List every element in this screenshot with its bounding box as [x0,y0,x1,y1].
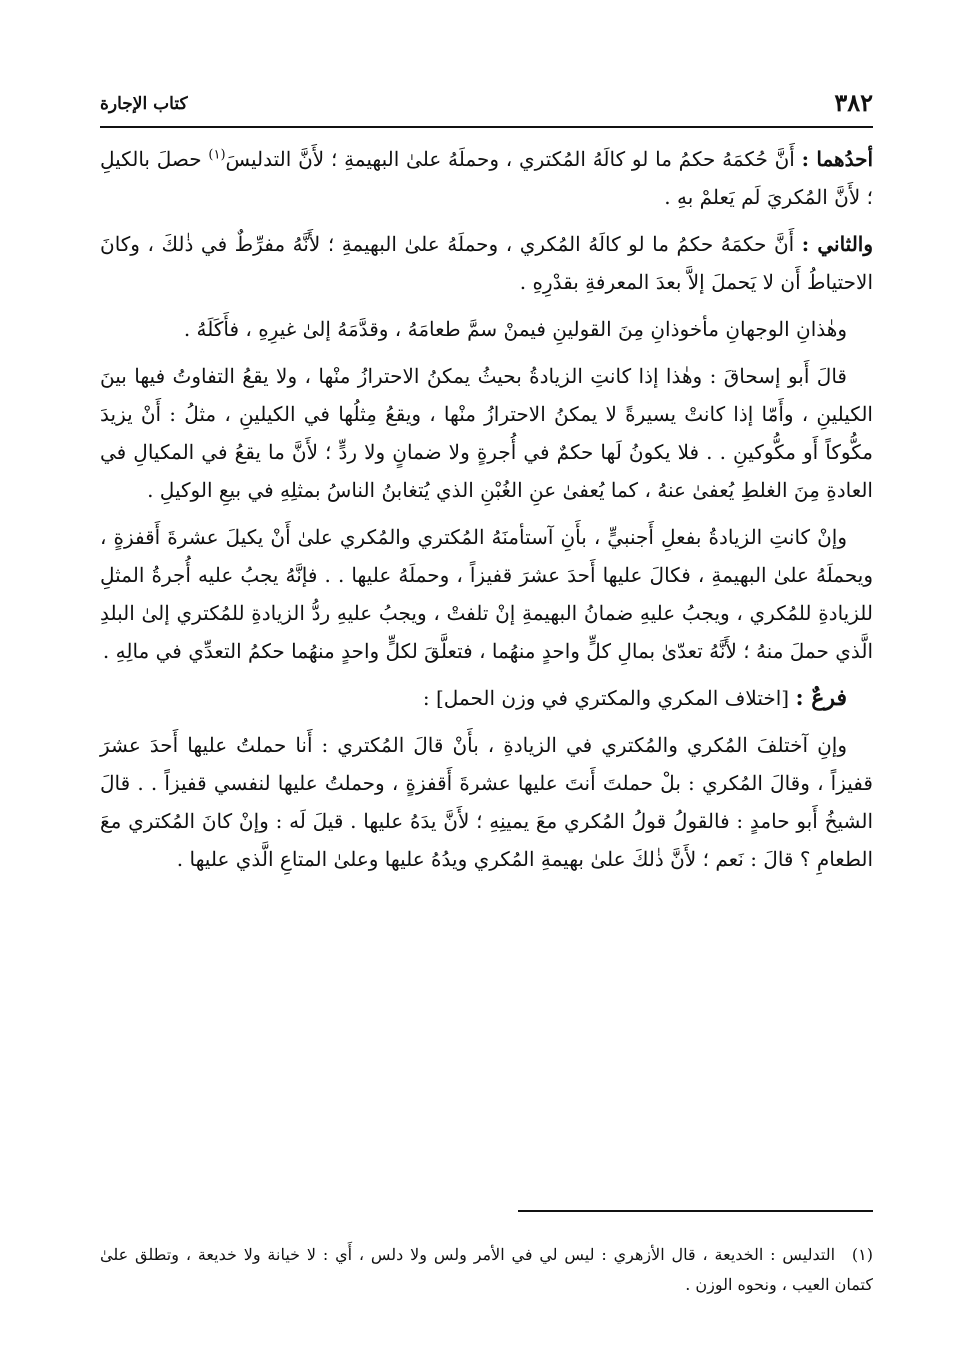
paragraph-third-party: وإنْ كانتِ الزيادةُ بفعلِ أَجنبيٍّ ، بأَنِ آستأمنَهُ المُكتري والمُكري علىٰ أَنْ يكيلَ عشرةَ أَقفزةٍ ، ويحملَهُ علىٰ البهيمةِ ، فكالَ عليها أَحدَ عشرَ قفيزاً ، وحملَهُ عليها . . فإنَّهُ يجبُ عليه أُجرةُ المثلِ للزيادةِ للمُكري ، ويجبُ عليهِ ضمانُ البهيمةِ إنْ تلفتْ ، ويجبُ عليهِ ردُّ الزيادةِ للمُكتري إلىٰ البلدِ الَّذي حملَ منهُ ؛ لأَنَّهُ تعدّىٰ بمالِ كلٍّ واحدٍ منهُما ، فتعلَّقَ لكلٍّ واحدٍ منهُما حكمُ التعدِّي في مالِهِ . [100,525,873,663]
footnote-text: التدليس : الخديعة ، قال الأزهري : ليس لي في الأمر ولس ولا دلس ، أَي : لا خيانة ولا خديعة ، وتطلق علىٰ كتمان العيب ، ونحوه الوزن . [100,1245,873,1294]
footnote-divider [518,1210,873,1212]
paragraph-text: أَنَّ حُكمَهُ حكمُ ما لو كالَهُ المُكتري ، وحملَهُ علىٰ البهيمةِ ؛ لأَنَّ التدليسَ [225,147,795,171]
paragraph-text: حصلَ بالكيلِ ؛ لأَنَّ المُكريَ لَم يَعلمْ بهِ . [100,147,873,209]
paragraph-text: أَنَّ حكمَهُ حكمُ ما لو كالَهُ المُكري ، وحملَهُ علىٰ البهيمةِ ؛ لأَنَّهُ مفرِّطٌ في ذٰلكَ ، وكانَ الاحتياطُ أَن لا يَحملَ إلاَّ بعدَ المعرفةِ بقدْرِهِ . [100,232,873,294]
paragraph-second-view [100,225,873,301]
book-title: كتاب الإجارة [100,94,188,114]
branch-title: [اختلاف المكري والمكتري في وزن الحمل] : [422,686,790,710]
footnote-reference[interactable]: (١) [208,147,226,163]
paragraph-dispute: وإنِ آختلفَ المُكري والمُكتري في الزيادةِ ، بأَنْ قالَ المُكتري : أَنا حملتُ عليها أَحدَ عشرَ قفيزاً ، وقالَ المُكري : بلْ حملتَ أَنتَ عليها عشرةَ أَقفزةٍ ، وحملتُ عليها لنفسي قفيزاً . . قالَ الشيخُ أَبو حامدٍ : فالقولُ قولُ المُكري معَ يمينِهِ ؛ لأَنَّ يدَهُ عليها . قيلَ لَه : وإنْ كانَ المُكتري معَ الطعامِ ؟ قالَ : نَعم ؛ لأَنَّ ذٰلكَ علىٰ بهيمةِ المُكري ويدُهُ عليها وعلىٰ المتاعِ الَّذي عليها . [100,733,873,871]
paragraph-abu-ishaq: قالَ أَبو إسحاقَ : وهٰذا إذا كانتِ الزيادةُ بحيثُ يمكنُ الاحترازُ منْها ، ولا يقعُ التفاوتُ فيها بينَ الكيلينِ ، وأَمّا إذا كانتْ يسيرةً لا يمكنُ الاحترازُ منْها ، ويقعُ مِثلُها في الكيلينِ ، مثلُ : أَنْ يزيدَ مكُّوكاً أَو مكُّوكينِ . . فلا يكونُ لَها حكمٌ في أُجرةٍ ولا ضمانٍ ولا ردٍّ ؛ لأَنَّ ما يقعُ في المكيالِ في العادةِ مِنَ الغلطِ يُعفىٰ عنهُ ، كما يُعفىٰ عنِ الغُبْنِ الذي يُتغابنُ الناسُ بمثلِهِ في بيعِ الوكيلِ . [100,364,873,502]
branch-heading [100,679,873,717]
lead-second: والثاني : [801,232,874,256]
page-number: ٣٨٢ [834,88,873,117]
paragraph-first-view [100,140,873,216]
lead-first: أحدُهما : [801,147,873,171]
footnote [100,1240,873,1300]
paragraph-two-views-origin: وهٰذانِ الوجهانِ مأخوذانِ مِنَ القولينِ فيمنْ سمَّ طعامَهُ ، وقدَّمَهُ إلىٰ غيرِهِ ، فأَكَلَهُ . [183,317,847,341]
running-header [100,86,873,128]
footnote-marker: (١) [851,1245,873,1264]
branch-label: فرعٌ : [795,685,847,711]
main-text [100,140,873,887]
